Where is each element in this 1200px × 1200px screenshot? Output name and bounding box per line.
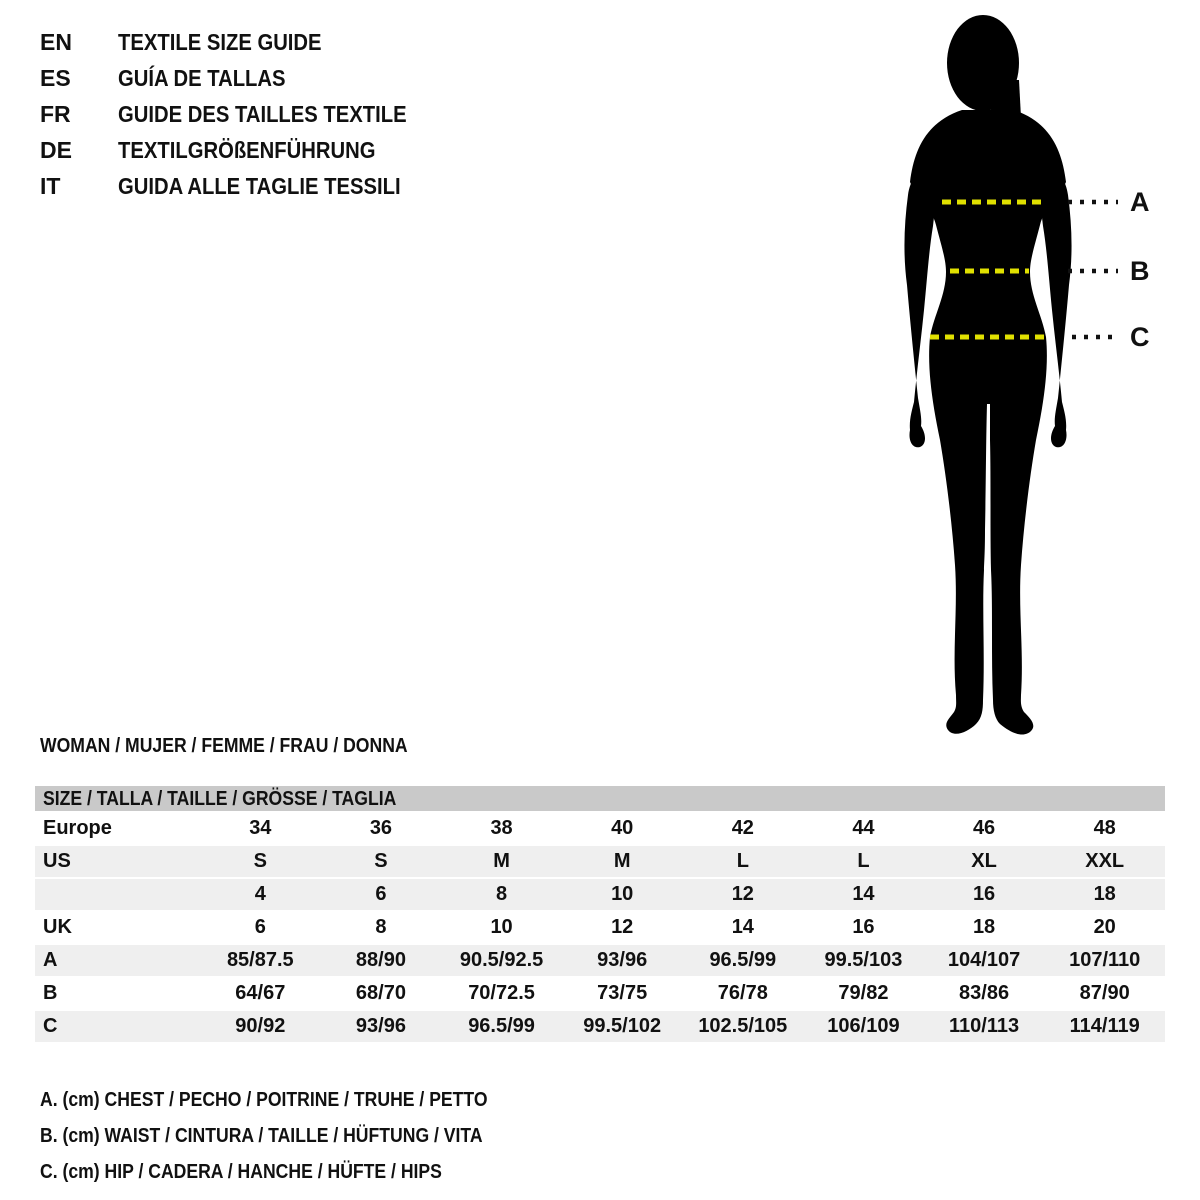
cell: 106/109 bbox=[827, 1015, 900, 1037]
cell: 99.5/103 bbox=[824, 949, 903, 971]
table-row-uk bbox=[35, 912, 1165, 945]
cell: 76/78 bbox=[717, 982, 768, 1004]
cell: 46 bbox=[972, 817, 996, 839]
cell: 99.5/102 bbox=[583, 1015, 662, 1037]
cell: 20 bbox=[1093, 916, 1116, 938]
cell: 64/67 bbox=[235, 982, 286, 1004]
table-row-europe bbox=[35, 813, 1165, 846]
cell: 6 bbox=[375, 883, 387, 905]
legend-line-hip: C. (cm) HIP / CADERA / HANCHE / HÜFTE / HIPS bbox=[40, 1161, 442, 1183]
cell: 18 bbox=[972, 916, 996, 938]
cell: 93/96 bbox=[597, 949, 648, 971]
lang-code: EN bbox=[40, 28, 72, 55]
lang-title: GUÍA DE TALLAS bbox=[118, 64, 286, 91]
section-heading-woman: WOMAN / MUJER / FEMME / FRAU / DONNA bbox=[40, 735, 408, 757]
cell: 79/82 bbox=[838, 982, 889, 1004]
cell: XL bbox=[971, 850, 997, 872]
table-row-chest-a bbox=[35, 945, 1165, 978]
cell: 93/96 bbox=[355, 1015, 406, 1037]
lang-row-it bbox=[40, 168, 446, 204]
language-title-list bbox=[40, 24, 446, 204]
cell: 34 bbox=[249, 817, 272, 839]
cell: 40 bbox=[611, 817, 634, 839]
lang-title: TEXTILGRÖßENFÜHRUNG bbox=[118, 136, 376, 163]
cell: 68/70 bbox=[355, 982, 406, 1004]
table-row-waist-b bbox=[35, 978, 1165, 1011]
silhouette-left-arm bbox=[904, 160, 938, 447]
row-label bbox=[35, 879, 200, 910]
cell: 38 bbox=[490, 817, 513, 839]
cell: 16 bbox=[852, 916, 875, 938]
cell: L bbox=[736, 850, 749, 872]
cell: L bbox=[857, 850, 870, 872]
cell: 16 bbox=[972, 883, 996, 905]
cell: 42 bbox=[731, 817, 754, 839]
cell: 8 bbox=[496, 883, 508, 905]
legend-line-chest: A. (cm) CHEST / PECHO / POITRINE / TRUHE / PETTO bbox=[40, 1089, 488, 1111]
measurement-legend bbox=[40, 1082, 549, 1190]
size-table-header: SIZE / TALLA / TAILLE / GRÖSSE / TAGLIA bbox=[35, 786, 1165, 813]
row-label: UK bbox=[43, 916, 72, 938]
cell: 14 bbox=[731, 916, 754, 938]
marker-label-b: B bbox=[1130, 256, 1150, 286]
cell: 83/86 bbox=[959, 982, 1010, 1004]
cell: M bbox=[493, 850, 510, 872]
row-label: US bbox=[43, 850, 71, 872]
cell: 90/92 bbox=[235, 1015, 286, 1037]
cell: 36 bbox=[369, 817, 393, 839]
lang-row-fr bbox=[40, 96, 446, 132]
lang-title: TEXTILE SIZE GUIDE bbox=[118, 28, 322, 55]
lang-code: IT bbox=[40, 172, 61, 199]
size-table bbox=[35, 786, 1165, 1044]
table-row-us-numeric bbox=[35, 879, 1165, 912]
lang-title: GUIDE DES TAILLES TEXTILE bbox=[118, 100, 407, 127]
cell: S bbox=[374, 850, 388, 872]
cell: 96.5/99 bbox=[468, 1015, 535, 1037]
cell: 114/119 bbox=[1069, 1015, 1140, 1037]
table-row-us-letter bbox=[35, 846, 1165, 879]
cell: 88/90 bbox=[355, 949, 406, 971]
cell: 44 bbox=[852, 817, 875, 839]
lang-code: FR bbox=[40, 100, 71, 127]
measurement-figure bbox=[900, 10, 1160, 740]
cell: 102.5/105 bbox=[698, 1015, 788, 1037]
cell: 87/90 bbox=[1079, 982, 1130, 1004]
cell: 4 bbox=[254, 883, 266, 905]
marker-label-a: A bbox=[1130, 187, 1150, 217]
cell: 90.5/92.5 bbox=[459, 949, 544, 971]
cell: 70/72.5 bbox=[468, 982, 535, 1004]
cell: 96.5/99 bbox=[709, 949, 777, 971]
cell: 14 bbox=[852, 883, 875, 905]
silhouette-right-arm bbox=[1038, 160, 1072, 447]
cell: 110/113 bbox=[949, 1015, 1020, 1037]
cell: XXL bbox=[1085, 850, 1125, 872]
cell: 12 bbox=[731, 883, 754, 905]
row-label: A bbox=[43, 949, 58, 971]
cell: 48 bbox=[1093, 817, 1116, 839]
woman-silhouette bbox=[904, 15, 1071, 735]
lang-title: GUIDA ALLE TAGLIE TESSILI bbox=[118, 172, 401, 199]
leader-dot-lines bbox=[1068, 202, 1118, 337]
lang-code: DE bbox=[40, 136, 72, 163]
lang-row-en bbox=[40, 24, 446, 60]
lang-row-es bbox=[40, 60, 446, 96]
cell: M bbox=[613, 850, 631, 872]
row-label: B bbox=[43, 982, 58, 1004]
cell: 6 bbox=[254, 916, 266, 938]
marker-label-c: C bbox=[1130, 322, 1150, 352]
cell: 104/107 bbox=[947, 949, 1021, 971]
cell: S bbox=[253, 850, 267, 872]
lang-code: ES bbox=[40, 64, 71, 91]
lang-row-de bbox=[40, 132, 446, 168]
cell: 73/75 bbox=[597, 982, 648, 1004]
cell: 10 bbox=[490, 916, 513, 938]
cell: 18 bbox=[1093, 883, 1116, 905]
cell: 107/110 bbox=[1069, 949, 1141, 971]
cell: 10 bbox=[611, 883, 634, 905]
row-label: C bbox=[43, 1015, 58, 1037]
row-label: Europe bbox=[43, 817, 112, 839]
table-row-hip-c bbox=[35, 1011, 1165, 1044]
legend-line-waist: B. (cm) WAIST / CINTURA / TAILLE / HÜFTUNG / VITA bbox=[40, 1125, 483, 1147]
cell: 85/87.5 bbox=[226, 949, 294, 971]
cell: 8 bbox=[375, 916, 387, 938]
cell: 12 bbox=[611, 916, 634, 938]
woman-silhouette-svg bbox=[900, 10, 1160, 740]
